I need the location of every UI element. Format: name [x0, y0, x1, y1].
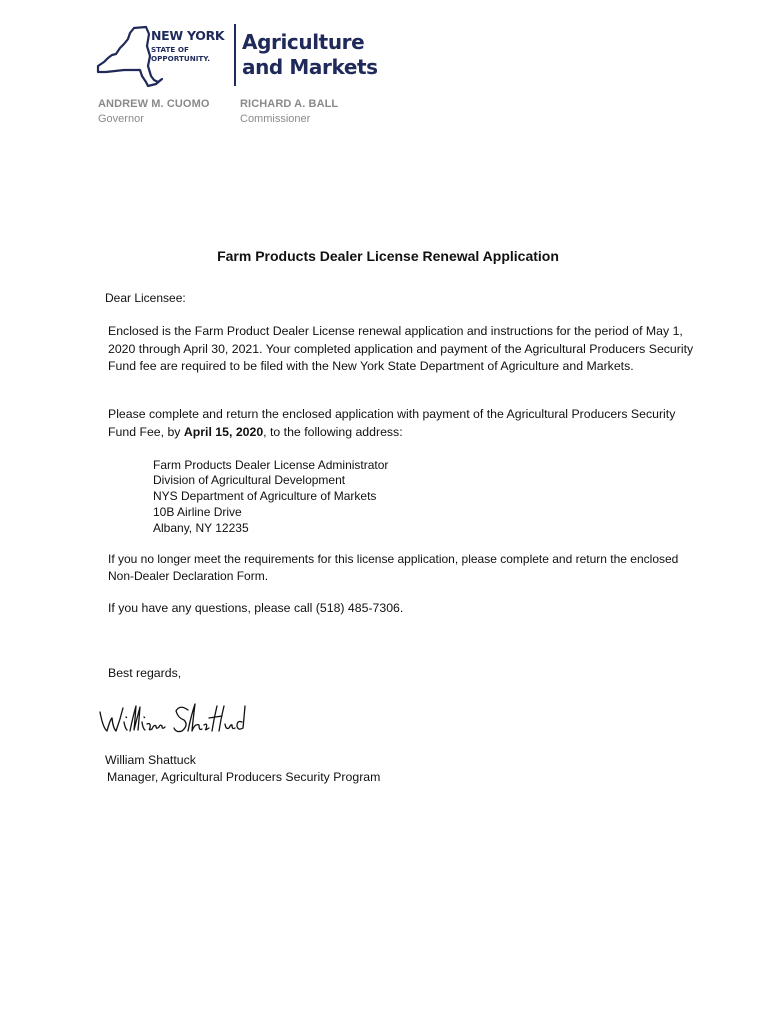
address-line: NYS Department of Agriculture of Markets [153, 489, 377, 503]
paragraph-instructions [108, 406, 698, 441]
address-line: Division of Agricultural Development [153, 473, 346, 487]
mailing-address [153, 458, 388, 536]
governor-name: ANDREW M. CUOMO [98, 98, 210, 110]
commissioner-title: Commissioner [240, 113, 311, 125]
paragraph-questions: If you have any questions, please call (518) 485-7306. [108, 601, 404, 615]
paragraph-enclosure: Enclosed is the Farm Product Dealer License renewal application and instructions for the period of May 1, 2020 through April 30, 2021. Your completed application and payment of the Agricultural Producers Security Fund fee are required to be filed with the New York State Department of Agriculture and Markets. [108, 324, 694, 374]
letterhead-logo [94, 24, 384, 90]
signer-role: Manager, Agricultural Producers Security Program [107, 770, 381, 784]
commissioner-name: RICHARD A. BALL [240, 98, 339, 110]
governor-title: Governor [98, 113, 144, 125]
agency-line-1: Agriculture [242, 30, 365, 54]
handwritten-signature [96, 698, 246, 740]
address-line: 10B Airline Drive [153, 505, 242, 519]
logo-line-2: STATE OF [151, 44, 189, 54]
signer-name: William Shattuck [105, 753, 196, 767]
address-line: Albany, NY 12235 [153, 521, 249, 535]
agency-line-2: and Markets [242, 55, 378, 79]
closing: Best regards, [108, 666, 182, 680]
logo-line-1: NEW YORK [151, 28, 225, 43]
paragraph-instructions-after: , to the following address: [263, 424, 403, 439]
agency-name [242, 30, 378, 80]
logo-wordmark [151, 30, 224, 63]
deadline-date: April 15, 2020 [183, 424, 264, 439]
commissioner-block [240, 97, 338, 127]
paragraph-non-dealer: If you no longer meet the requirements for this license application, please complete and return the enclosed Non-Dealer Declaration Form. [108, 552, 679, 583]
document-title: Farm Products Dealer License Renewal Application [217, 248, 559, 264]
paragraph-instructions-before: Please complete and return the enclosed application with payment of the Agricultural Producers Security Fund Fee, by [108, 407, 676, 439]
logo-line-3: OPPORTUNITY. [151, 53, 211, 63]
governor-block [98, 97, 210, 127]
signer-block [105, 752, 380, 786]
salutation: Dear Licensee: [105, 291, 186, 305]
logo-divider [234, 24, 236, 86]
address-line: Farm Products Dealer License Administrator [153, 458, 389, 472]
